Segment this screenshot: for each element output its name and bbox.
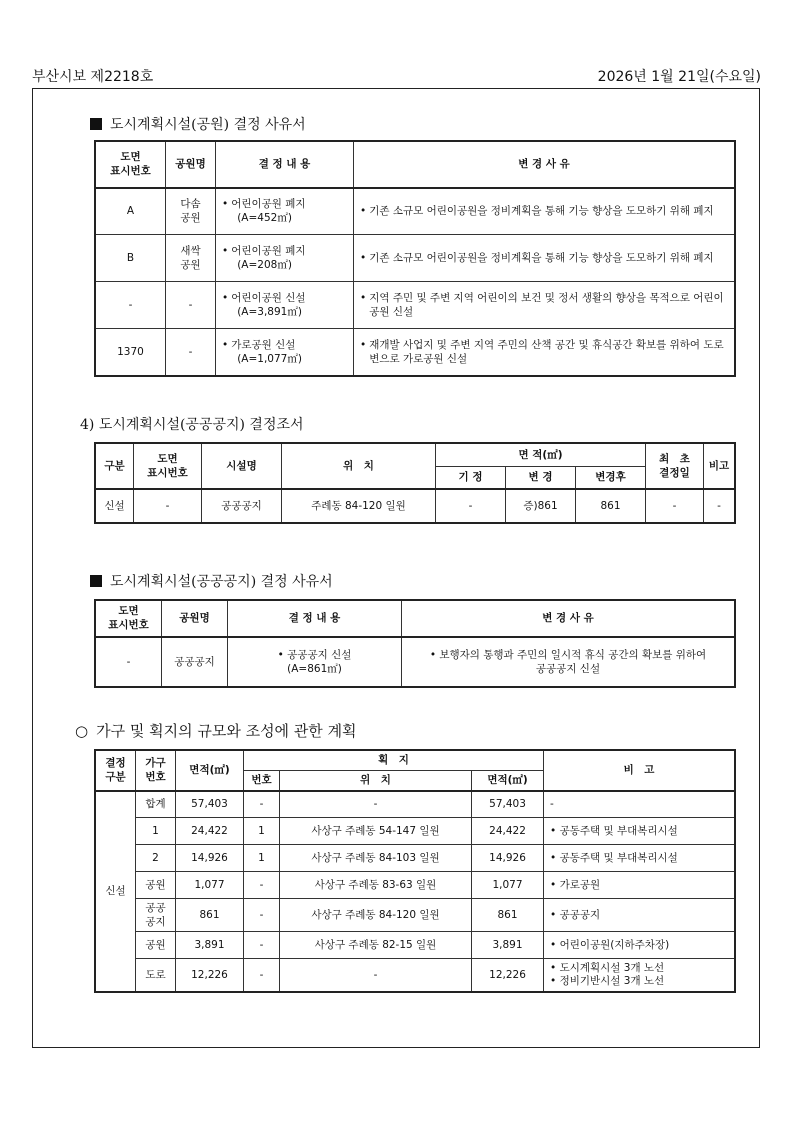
bullet-icon: • [222, 244, 229, 257]
bulletin-date: 2026년 1월 21일(수요일) [597, 69, 761, 85]
col-map-no: 도면 표시번호 [96, 142, 166, 188]
col-first-date: 최 초 결정일 [646, 444, 704, 489]
table-row [96, 329, 735, 376]
cell-facility: 공공공지 [202, 489, 282, 523]
cell-lot-no: - [244, 932, 280, 959]
col-location: 위 치 [282, 444, 436, 489]
cell-block-no: 1 [136, 818, 176, 845]
cell-block-no: 2 [136, 845, 176, 872]
circle-bullet-icon: ○ [75, 722, 89, 740]
cell-block-no: 공원 [136, 932, 176, 959]
col-area: 면적(㎡) [176, 751, 244, 791]
cell-area-change: 증)861 [506, 489, 576, 523]
cell-park-name: 새싹 공원 [166, 235, 216, 282]
col-facility: 시설명 [202, 444, 282, 489]
col-decision: 결 정 내 용 [216, 142, 354, 188]
cell-map-no: - [134, 489, 202, 523]
cell-lot-area: 57,403 [472, 791, 544, 818]
table-row [96, 872, 735, 899]
cell-area: 12,226 [176, 959, 244, 992]
col-gubun: 결정 구분 [96, 751, 136, 791]
park-reasons-table [95, 141, 735, 376]
cell-lot-location: 사상구 주례동 83-63 일원 [280, 872, 472, 899]
cell-first-date: - [646, 489, 704, 523]
table-row [96, 845, 735, 872]
cell-lot-location: 사상구 주례동 84-120 일원 [280, 899, 472, 932]
section-title-plaza-reasons: 도시계획시설(공공공지) 결정 사유서 [90, 571, 333, 591]
col-map-no: 도면 표시번호 [134, 444, 202, 489]
section-title-plaza-decision: 4) 도시계획시설(공공공지) 결정조서 [80, 417, 304, 433]
cell-gubun: 신설 [96, 489, 134, 523]
decision-line-2: (A=861㎡) [287, 662, 342, 675]
cell-decision: • 가로공원 신설 (A=1,077㎡) [216, 329, 354, 376]
col-park-name: 공원명 [166, 142, 216, 188]
cell-lot-no: - [244, 791, 280, 818]
cell-block-no: 합계 [136, 791, 176, 818]
col-lot-location: 위 치 [280, 771, 472, 791]
cell-map-no: B [96, 235, 166, 282]
cell-note: • 공동주택 및 부대복리시설 [544, 818, 735, 845]
cell-lot-location: - [280, 959, 472, 992]
cell-reason [402, 637, 735, 687]
cell-lot-area: 861 [472, 899, 544, 932]
cell-note: • 공공공지 [544, 899, 735, 932]
table-row [96, 791, 735, 818]
plaza-reasons-table [95, 600, 735, 687]
cell-decision: • 어린이공원 폐지 (A=452㎡) [216, 188, 354, 235]
table-row [96, 188, 735, 235]
cell-note: • 가로공원 [544, 872, 735, 899]
col-map-no: 도면 표시번호 [96, 601, 162, 637]
col-note: 비 고 [544, 751, 735, 791]
table-row [96, 932, 735, 959]
square-bullet-icon [90, 118, 102, 130]
table-row [96, 959, 735, 992]
bullet-icon: • [550, 824, 560, 837]
table-row [96, 282, 735, 329]
cell-area-after: 861 [576, 489, 646, 523]
cell-lot-no: - [244, 872, 280, 899]
cell-map-no: - [96, 282, 166, 329]
cell-area: 57,403 [176, 791, 244, 818]
col-lot: 획 지 [244, 751, 544, 771]
bullet-icon: • [550, 938, 560, 951]
col-park-name: 공원명 [162, 601, 228, 637]
cell-lot-location: 사상구 주례동 54-147 일원 [280, 818, 472, 845]
cell-lot-area: 3,891 [472, 932, 544, 959]
bullet-icon: • [550, 975, 560, 987]
cell-reason: • 지역 주민 및 주변 지역 어린이의 보건 및 정서 생활의 향상을 목적으로 어린이공원 신설 [354, 282, 735, 329]
cell-decision: • 어린이공원 폐지 (A=208㎡) [216, 235, 354, 282]
cell-lot-no: - [244, 899, 280, 932]
bullet-icon: • [550, 962, 560, 975]
bullet-icon: • [550, 878, 560, 891]
cell-park-name: - [166, 329, 216, 376]
cell-lot-area: 12,226 [472, 959, 544, 992]
cell-lot-no: - [244, 959, 280, 992]
cell-note: - [704, 489, 735, 523]
col-decision: 결 정 내 용 [228, 601, 402, 637]
bullet-icon: • [360, 205, 367, 218]
col-area-change: 변 경 [506, 467, 576, 489]
bullet-icon: • [360, 251, 367, 264]
cell-park-name: 다솜 공원 [166, 188, 216, 235]
cell-map-no: 1370 [96, 329, 166, 376]
col-lot-area: 면적(㎡) [472, 771, 544, 791]
cell-lot-location: 사상구 주례동 82-15 일원 [280, 932, 472, 959]
cell-lot-area: 1,077 [472, 872, 544, 899]
cell-note: • 어린이공원(지하주차장) [544, 932, 735, 959]
table-row [96, 489, 735, 523]
bullet-icon: • [550, 908, 560, 921]
cell-park-name: - [166, 282, 216, 329]
col-note: 비고 [704, 444, 735, 489]
square-bullet-icon [90, 575, 102, 587]
cell-area: 1,077 [176, 872, 244, 899]
cell-area: 24,422 [176, 818, 244, 845]
bullet-icon: • [222, 338, 229, 351]
section-title-block-plan: ○ 가구 및 획지의 규모와 조성에 관한 계획 [75, 722, 357, 740]
cell-reason: • 기존 소규모 어린이공원을 정비계획을 통해 기능 향상을 도모하기 위해 폐지 [354, 188, 735, 235]
cell-decision [228, 637, 402, 687]
bullet-icon: • [222, 198, 229, 211]
cell-note: - [544, 791, 735, 818]
col-area-after: 변경후 [576, 467, 646, 489]
bullet-icon: • [360, 291, 367, 304]
cell-area-before: - [436, 489, 506, 523]
cell-map-no: - [96, 637, 162, 687]
col-lot-no: 번호 [244, 771, 280, 791]
bulletin-issue: 부산시보 제2218호 [32, 69, 154, 85]
col-area: 면 적(㎡) [436, 444, 646, 467]
bullet-icon: • [550, 851, 560, 864]
cell-lot-no: 1 [244, 818, 280, 845]
table-row [96, 818, 735, 845]
reason-line-2: 공공공지 신설 [535, 662, 601, 675]
cell-block-no: 공공 공지 [136, 899, 176, 932]
cell-area: 861 [176, 899, 244, 932]
section-title-park-reasons: 도시계획시설(공원) 결정 사유서 [90, 114, 306, 134]
col-reason: 변 경 사 유 [354, 142, 735, 188]
bullet-icon: • [222, 291, 229, 304]
col-gubun: 구분 [96, 444, 134, 489]
cell-reason: • 재개발 사업지 및 주변 지역 주민의 산책 공간 및 휴식공간 확보를 위하여 도로변으로 가로공원 신설 [354, 329, 735, 376]
cell-lot-no: 1 [244, 845, 280, 872]
cell-location: 주례동 84-120 일원 [282, 489, 436, 523]
col-area-before: 기 정 [436, 467, 506, 489]
cell-lot-area: 24,422 [472, 818, 544, 845]
cell-note: • 도시계획시설 3개 노선 • 정비기반시설 3개 노선 [544, 959, 735, 992]
table-row [96, 235, 735, 282]
plaza-decision-table [95, 443, 735, 523]
table-row [96, 637, 735, 687]
block-plan-table [95, 750, 735, 992]
cell-park-name: 공공공지 [162, 637, 228, 687]
cell-lot-area: 14,926 [472, 845, 544, 872]
col-reason: 변 경 사 유 [402, 601, 735, 637]
cell-lot-location: 사상구 주례동 84-103 일원 [280, 845, 472, 872]
cell-area: 14,926 [176, 845, 244, 872]
reason-line-1: • 보행자의 통행과 주민의 일시적 휴식 공간의 확보를 위하여 [429, 648, 707, 661]
table-row [96, 899, 735, 932]
cell-decision: • 어린이공원 신설 (A=3,891㎡) [216, 282, 354, 329]
cell-note: • 공동주택 및 부대복리시설 [544, 845, 735, 872]
col-block-no: 가구 번호 [136, 751, 176, 791]
decision-line-1: • 공공공지 신설 [277, 648, 352, 661]
cell-area: 3,891 [176, 932, 244, 959]
bullet-icon: • [360, 338, 367, 351]
cell-reason: • 기존 소규모 어린이공원을 정비계획을 통해 기능 향상을 도모하기 위해 폐지 [354, 235, 735, 282]
cell-lot-location: - [280, 791, 472, 818]
cell-map-no: A [96, 188, 166, 235]
cell-gubun: 신설 [96, 791, 136, 992]
cell-block-no: 공원 [136, 872, 176, 899]
cell-block-no: 도로 [136, 959, 176, 992]
